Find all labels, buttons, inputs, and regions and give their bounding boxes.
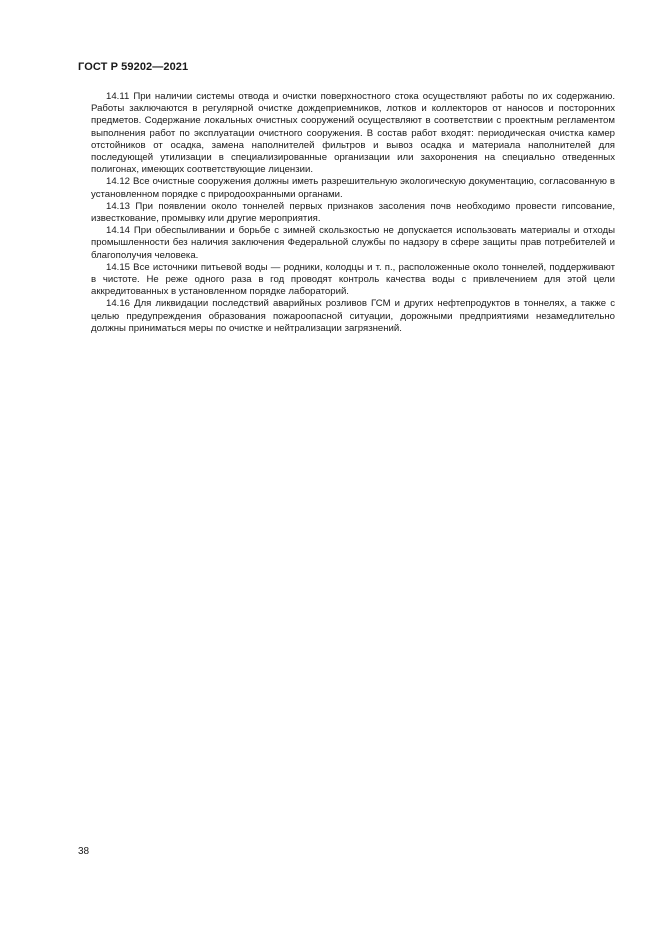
paragraph-14-11: 14.11 При наличии системы отвода и очистки поверхностного стока осуществляют работы по их содержанию. Работы заключаются в регулярной очистке дождеприемников, лотков и коллекторов от наносов и посторонних предметов. Содержание локальных очистных сооружений осуществляют в соответствии с проектным регламентом выполнения работ по эксплуатации очистного сооружения. В состав работ входят: периодическая очистка камер отстойников от осадка, замена наполнителей фильтров и вывоз осадка и материала наполнителей для последующей утилизации в специализированные организации или захоронения на специально отведенных полигонах, имеющих соответствующие лицензии. xyxy=(91,91,615,176)
paragraph-14-12: 14.12 Все очистные сооружения должны иметь разрешительную экологическую документацию, согласованную в установленном порядке с природоохранными органами. xyxy=(91,176,615,200)
paragraph-14-16: 14.16 Для ликвидации последствий аварийных розливов ГСМ и других нефтепродуктов в тоннелях, а также с целью предупреждения образования пожароопасной ситуации, дорожными предприятиями незамедлительно должны приниматься меры по очистке и нейтрализации загрязнений. xyxy=(91,298,615,334)
document-body xyxy=(91,91,615,335)
paragraph-14-15: 14.15 Все источники питьевой воды — родники, колодцы и т. п., расположенные около тоннелей, поддерживают в чистоте. Не реже одного раза в год проводят контроль качества воды с привлечением для этой цели аккредитованных в установленном порядке лабораторий. xyxy=(91,261,615,298)
page-number: 38 xyxy=(78,846,90,857)
paragraph-14-13: 14.13 При появлении около тоннелей первых признаков засоления почв необходимо провести гипсование, известкование, промывку или другие мероприятия. xyxy=(91,200,615,225)
paragraph-14-14: 14.14 При обеспыливании и борьбе с зимней скользкостью не допускается использовать материалы и отходы промышленности без наличия заключения Федеральной службы по надзору в сфере защиты прав потребителей и благополучия человека. xyxy=(91,225,615,261)
document-header: ГОСТ Р 59202—2021 xyxy=(78,61,189,73)
